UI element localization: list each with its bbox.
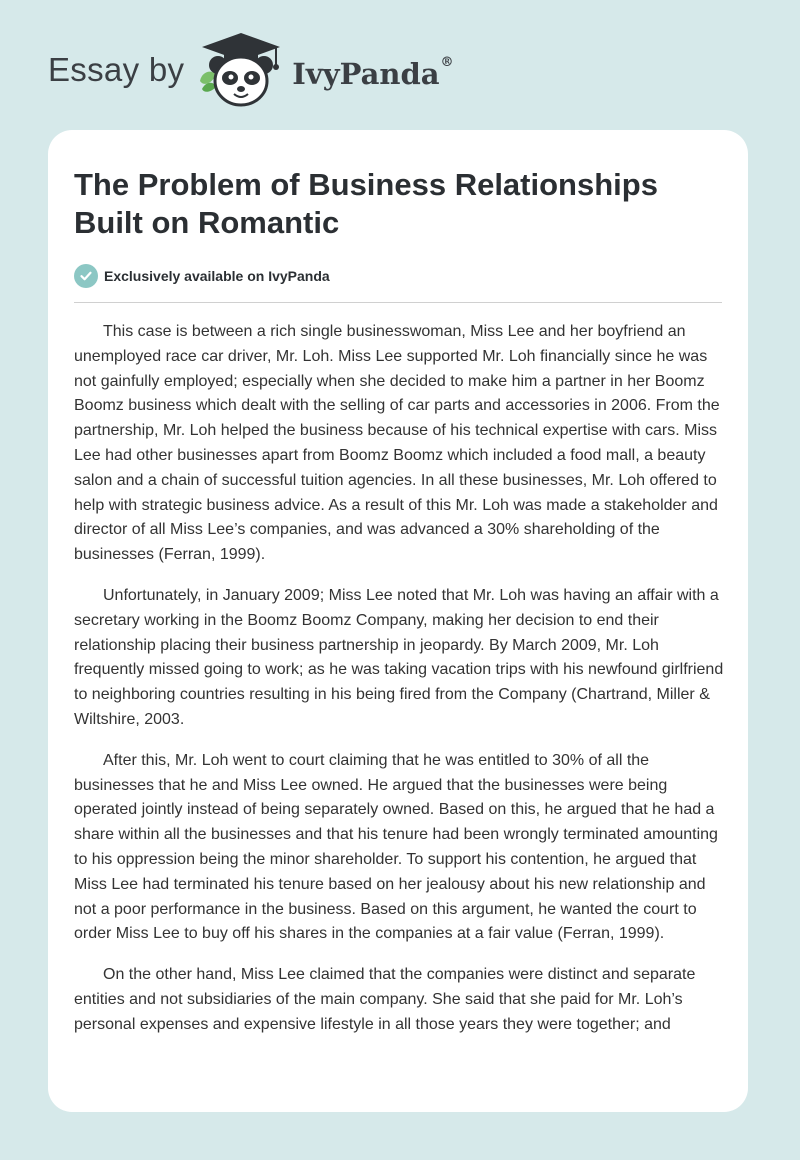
paragraph: After this, Mr. Loh went to court claiming that he was entitled to 30% of all the businesses that he and Miss Lee owned. He argued that the businesses were being operated jointly instead of being separately owned. Based on this, he argued that he had a share within all the businesses and that his tenure had been wrongly terminated amounting to his oppression being the minor shareholder. To support his contention, he argued that Miss Lee had terminated his tenure based on her jealousy about his new relationship and not a poor performance in the business. Based on this argument, he wanted the court to order Miss Lee to buy off his shares in the companies at a fair value (Ferran, 1999).	[74, 751, 718, 943]
essay-body	[74, 320, 724, 1054]
divider	[74, 302, 722, 303]
paragraph: Unfortunately, in January 2009; Miss Lee noted that Mr. Loh was having an affair with a secretary working in the Boomz Boomz Company, making her decision to end their relationship placing their business partnership in jeopardy. By March 2009, Mr. Loh frequently missed going to work; as he was taking vacation trips with his newfound girlfriend to neighboring countries resulting in his being fired from the Company (Chartrand, Miller & Wiltshire, 2003.	[74, 586, 724, 728]
exclusive-badge	[74, 264, 330, 288]
brand-text: IvyPanda	[292, 57, 440, 91]
exclusive-label: Exclusively available on IvyPanda	[104, 268, 330, 284]
essay-card	[48, 130, 748, 1112]
essay-title: The Problem of Business Relationships Built on Romantic	[74, 167, 658, 240]
registered-mark: ®	[440, 55, 454, 70]
site-header	[48, 30, 454, 110]
brand-name	[292, 57, 453, 91]
check-icon	[74, 264, 98, 288]
paragraph: This case is between a rich single businesswoman, Miss Lee and her boyfriend an unemployed race car driver, Mr. Loh. Miss Lee supported Mr. Loh financially since he was not gainfully employed; especially when she decided to make him a partner in her Boomz Boomz business which dealt with the selling of car parts and accessories in 2006. From the partnership, Mr. Loh helped the business because of his technical expertise with cars. Miss Lee had other businesses apart from Boomz Boomz which included a food mall, a beauty salon and a chain of successful tuition agencies. In all these businesses, Mr. Loh offered to help with strategic business advice. As a result of this Mr. Loh was made a stakeholder and director of all Miss Lee’s companies, and was advanced a 30% shareholding of the businesses (Ferran, 1999).	[74, 323, 720, 564]
essay-by-label: Essay by	[48, 51, 185, 88]
paragraph: On the other hand, Miss Lee claimed that the companies were distinct and separate entities and not subsidiaries of the main company. She said that she paid for Mr. Loh’s personal expenses and expensive lifestyle in all those years they were together; and	[74, 966, 696, 1033]
panda-graduate-icon	[196, 31, 286, 109]
